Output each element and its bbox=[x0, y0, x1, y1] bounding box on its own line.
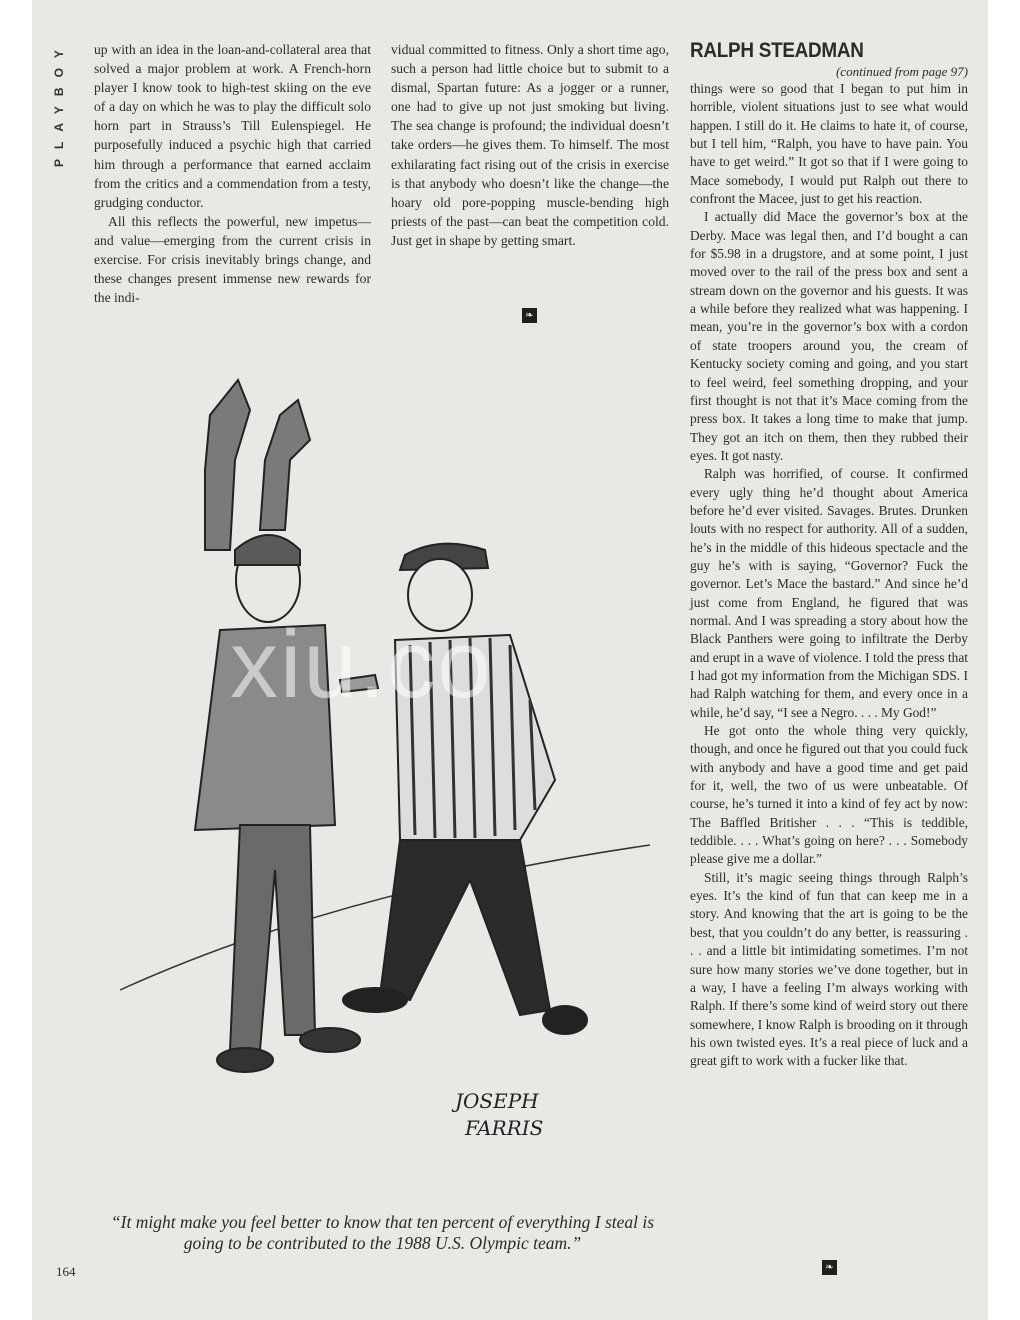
thief-figure bbox=[340, 544, 587, 1034]
bunny-logo-icon: ❧ bbox=[522, 308, 537, 323]
article-headline: RALPH STEADMAN bbox=[690, 39, 864, 62]
artist-signature-line2: FARRIS bbox=[465, 1116, 544, 1140]
paragraph: up with an idea in the loan-and-collateral area that solved a major problem at work. A French-horn player I know took to high-test skiing on the eve of a day on which he was to play the difficult solo horn part in Strauss’s Till Eulenspiegel. He purposefully induced a psychic high that carried him through a performance that earned acclaim from the critics and a commendation from a testy, grudging conductor. bbox=[94, 42, 371, 210]
victim-trousers bbox=[230, 825, 315, 1050]
watermark: xiu.co bbox=[230, 611, 493, 718]
victim-figure bbox=[195, 380, 360, 1072]
victim-jacket bbox=[195, 625, 335, 830]
artist-signature-line1: JOSEPH bbox=[455, 1089, 539, 1113]
paragraph: vidual committed to fitness. Only a short time ago, such a person had little choice but to submit to a dismal, Spartan future: As a jogger or a runner, one had to give up not just smoking but living. The sea change is profound; the individual doesn’t take orders—he gives them. To himself. The most exhilarating fact rising out of the crisis in exercise is that anybody who doesn’t like the change—the hoary old pore-popping muscle-bending high priests of the past—can beat the competition cold. Just get in shape by getting smart. bbox=[391, 42, 669, 248]
paragraph: I actually did Mace the governor’s box at the Derby. Mace was legal then, and I’d bought a can for $5.98 in a drugstore, and at some point, I just moved over to the rail of the press box and sent a stream down on the governor and his guests. It was a while before they realized what was happening. I mean, you’re in the governor’s box with a cordon of state troopers around you, the cream of Kentucky society coming and going, and you start to feel weird, feel something dropping, and your first thought is not that it’s Mace coming from the press box. It takes a long time to make that jump. They got an itch on them, then they rubbed their eyes. It got nasty. bbox=[690, 209, 968, 463]
paragraph: He got onto the whole thing very quickly, though, and once he figured out that you could fuck with anybody and have a good time and get paid for it, well, the two of us were unbeatable. Of course, he’s turned it into a kind of fey act by now: The Baffled Britisher . . . “This is teddible, teddible. . . . What’s going on here? . . . Somebody please give me a dollar.” bbox=[690, 723, 968, 867]
victim-right-shoe bbox=[300, 1028, 360, 1052]
article-column-3 bbox=[690, 38, 968, 1071]
pistol-icon bbox=[340, 675, 378, 692]
victim-hat bbox=[235, 535, 300, 565]
thief-trousers bbox=[380, 840, 550, 1015]
cartoon-illustration bbox=[110, 370, 655, 1160]
paragraph: All this reflects the powerful, new impetus—and value—emerging from the current crisis in exercise. For crisis inevitably brings change, and these changes present immense new rewards for the indi- bbox=[94, 213, 371, 306]
paragraph: things were so good that I began to put him in horrible, violent situations just to see what would happen. I still do it. He claims to hate it, of course, but I tell him, “Ralph, you have to have pain. You have to get weird.” It got so that if I were going to Mace somebody, I would put Ralph out there to confront the Macee, just to get his reaction. bbox=[690, 81, 968, 207]
left-raised-arm bbox=[205, 380, 250, 550]
paragraph: Ralph was horrified, of course. It confirmed every ugly thing he’d thought about America before he’d ever visited. Savages. Brutes. Drunken louts with no respect for authority. All of a sudden, he’s in the middle of this hideous spectacle and the guy he’s with is saying, “Governor? Fuck the governor. Let’s Mace the bastard.” And since he’d just come from England, he figured that was normal. And I was spreading a story about how the Black Panthers were going to infiltrate the Derby and erupt in a wave of violence. I told the press that I had got my information from the Michigan SDS. I had Ralph watching for them, and every once in a while, he’d say, “I see a Negro. . . . My God!” bbox=[690, 466, 968, 720]
article-column-2 bbox=[391, 40, 669, 250]
article-column-1 bbox=[94, 40, 371, 307]
right-raised-arm bbox=[260, 400, 310, 530]
magazine-name: PLAYBOY bbox=[52, 40, 66, 167]
paragraph: Still, it’s magic seeing things through Ralph’s eyes. It’s the kind of fun that can keep me in a story. And knowing that the art is going to be the best, that you couldn’t do any better, is reassuring . . . and a little bit intimidating sometimes. I’m not sure how many stories we’ve done together, but in a way, I have a feeling I’m always working with Ralph. If there’s some kind of weird story out there somewhere, I know Ralph is brooding on it through his own twisted eyes. It’s a real piece of luck and a great gift to work with a fucker like that. bbox=[690, 869, 968, 1069]
victim-left-shoe bbox=[217, 1048, 273, 1072]
cartoon-caption: “It might make you feel better to know that ten percent of everything I steal is going to be contributed to the 1988 U.S. Olympic team.” bbox=[110, 1212, 655, 1253]
thief-right-shoe bbox=[543, 1006, 587, 1034]
thief-head bbox=[408, 559, 472, 631]
continued-note: (continued from page 97) bbox=[835, 64, 968, 79]
thief-left-shoe bbox=[343, 988, 407, 1012]
bunny-logo-icon: ❧ bbox=[822, 1260, 837, 1275]
page-number: 164 bbox=[56, 1264, 76, 1279]
